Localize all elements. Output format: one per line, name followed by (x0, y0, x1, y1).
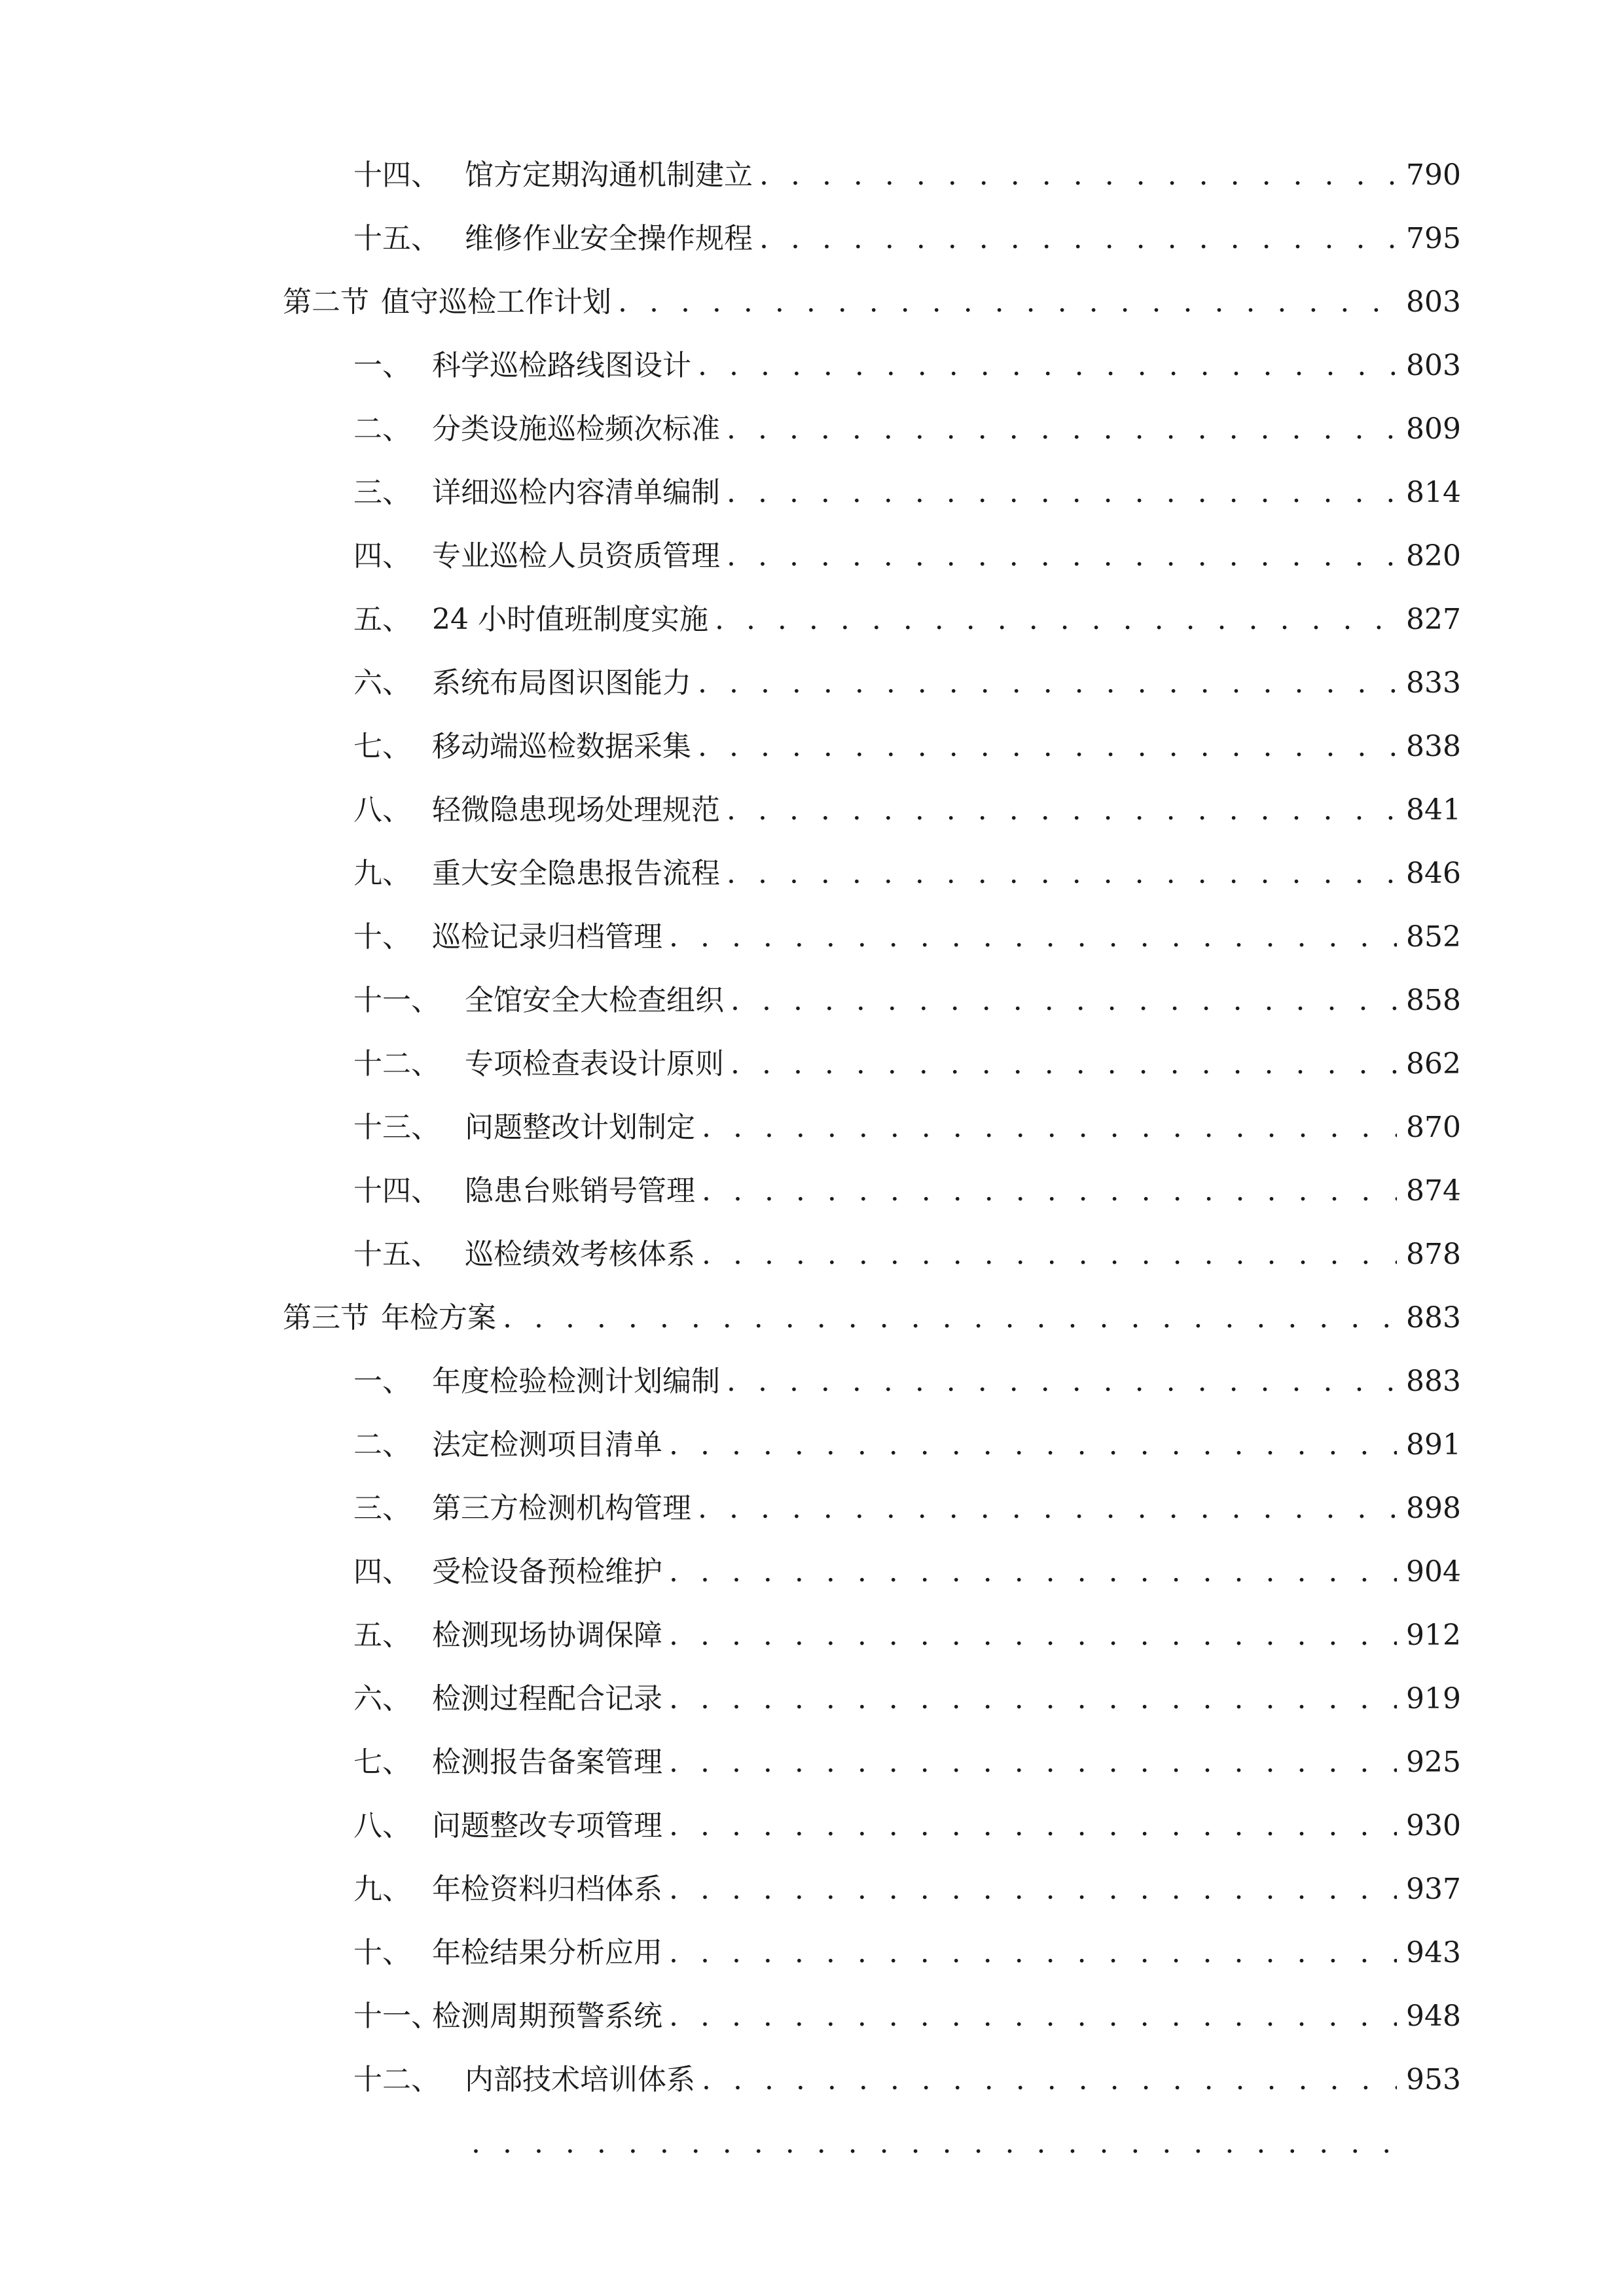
toc-entry-number: 一、 (353, 349, 411, 382)
toc-entry-title: 年检资料归档体系 (432, 1873, 662, 1906)
toc-entry[interactable] (353, 215, 1461, 262)
toc-entry-title: 系统布局图识图能力 (432, 666, 691, 700)
toc-entry[interactable] (353, 1929, 1461, 1977)
dot-leader (698, 723, 1397, 770)
toc-entry-number: 十一、 (353, 2000, 440, 2033)
dot-leader (669, 1612, 1397, 1659)
toc-entry[interactable] (353, 1676, 1461, 1723)
toc-entry[interactable] (353, 1993, 1461, 2040)
dot-leader (727, 787, 1397, 834)
toc-entry-page: 838 (1406, 730, 1461, 763)
dot-leader (759, 152, 1397, 199)
dot-leader (669, 1422, 1397, 1469)
toc-entry-title: 分类设施巡检频次标准 (432, 412, 720, 446)
toc-entry[interactable] (353, 723, 1461, 770)
dot-leader (698, 342, 1397, 389)
toc-entry-page: 803 (1406, 285, 1461, 319)
dot-leader (702, 1231, 1397, 1278)
dot-leader (702, 1104, 1397, 1151)
toc-entry-page: 795 (1406, 222, 1461, 255)
toc-entry-title: 问题整改计划制定 (465, 1111, 695, 1144)
toc-entry-number: 十二、 (353, 1047, 440, 1081)
toc-entry-number: 八、 (353, 793, 411, 827)
toc-entry-title: 24 小时值班制度实施 (432, 603, 708, 636)
toc-entry[interactable] (353, 1104, 1461, 1151)
toc-entry-title: 第三方检测机构管理 (432, 1492, 691, 1525)
toc-entry-title: 详细巡检内容清单编制 (432, 476, 720, 509)
toc-entry-title: 维修作业安全操作规程 (465, 222, 753, 255)
toc-entry-number: 五、 (353, 1619, 411, 1652)
toc-entry-number: 六、 (353, 666, 411, 700)
toc-entry-number: 六、 (353, 1682, 411, 1715)
dot-leader (471, 2120, 1399, 2167)
toc-section-number: 第二节 (283, 285, 369, 319)
toc-entry[interactable] (353, 1231, 1461, 1278)
toc-entry-page: 948 (1406, 2000, 1461, 2033)
toc-entry-title: 内部技术培训体系 (465, 2063, 695, 2096)
toc-entry[interactable] (353, 596, 1461, 643)
toc-entry-page: 930 (1406, 1809, 1461, 1842)
toc-entry[interactable] (353, 914, 1461, 961)
toc-entry-page: 912 (1406, 1619, 1461, 1652)
dot-leader (669, 1676, 1397, 1723)
toc-entry-page: 858 (1406, 984, 1461, 1017)
dot-leader (715, 596, 1397, 643)
dot-leader (618, 279, 1397, 326)
toc-entry-number: 八、 (353, 1809, 411, 1842)
toc-entry[interactable] (353, 1041, 1461, 1088)
dot-leader (669, 1929, 1397, 1977)
toc-entry-number: 十三、 (353, 1111, 440, 1144)
toc-entry-title: 检测现场协调保障 (432, 1619, 662, 1652)
toc-entry-title: 检测过程配合记录 (432, 1682, 662, 1715)
toc-entry[interactable] (353, 533, 1461, 580)
toc-entry-number: 七、 (353, 1746, 411, 1779)
toc-section-entry[interactable] (283, 1295, 1461, 1342)
dot-leader (669, 1803, 1397, 1850)
toc-entry-number: 十五、 (353, 1238, 440, 1271)
dot-leader (698, 660, 1397, 707)
dot-leader (503, 1295, 1397, 1342)
toc-entry-page: 919 (1406, 1682, 1461, 1715)
toc-section-number: 第三节 (283, 1301, 369, 1335)
toc-entry[interactable] (353, 152, 1461, 199)
toc-entry[interactable] (353, 850, 1461, 897)
dot-leader (759, 215, 1397, 262)
toc-entry-number: 十、 (353, 920, 411, 954)
toc-entry[interactable] (353, 1358, 1461, 1405)
toc-entry-title: 受检设备预检维护 (432, 1555, 662, 1588)
toc-entry-title: 法定检测项目清单 (432, 1428, 662, 1462)
toc-entry-number: 十四、 (353, 158, 440, 192)
toc-entry-page: 846 (1406, 857, 1461, 890)
toc-entry-page: 841 (1406, 793, 1461, 827)
toc-entry-number: 十四、 (353, 1174, 440, 1208)
toc-entry-number: 九、 (353, 857, 411, 890)
toc-entry-title: 全馆安全大检查组织 (465, 984, 724, 1017)
toc-section-title: 值守巡检工作计划 (381, 285, 611, 319)
toc-entry-title: 检测周期预警系统 (432, 2000, 662, 2033)
toc-entry-page: 803 (1406, 349, 1461, 382)
toc-entry[interactable] (353, 2056, 1461, 2104)
toc-entry[interactable] (353, 660, 1461, 707)
dot-leader (731, 977, 1397, 1024)
toc-entry-title: 巡检绩效考核体系 (465, 1238, 695, 1271)
toc-entry[interactable] (353, 2120, 1461, 2167)
toc-entry[interactable] (353, 469, 1461, 516)
toc-entry-page: 878 (1406, 1238, 1461, 1271)
toc-entry-page: 953 (1406, 2063, 1461, 2096)
dot-leader (669, 1866, 1397, 1913)
toc-entry[interactable] (353, 342, 1461, 389)
toc-entry-title: 科学巡检路线图设计 (432, 349, 691, 382)
toc-entry-page: 862 (1406, 1047, 1461, 1081)
toc-section-entry[interactable] (283, 279, 1461, 326)
toc-entry-number: 十二、 (353, 2063, 440, 2096)
toc-entry-page: 827 (1406, 603, 1461, 636)
toc-entry-page: 937 (1406, 1873, 1461, 1906)
toc-entry[interactable] (353, 787, 1461, 834)
toc-entry-page: 874 (1406, 1174, 1461, 1208)
toc-entry-page: 820 (1406, 539, 1461, 573)
toc-entry[interactable] (353, 1422, 1461, 1469)
toc-entry[interactable] (353, 1739, 1461, 1786)
toc-entry-title: 移动端巡检数据采集 (432, 730, 691, 763)
toc-entry-page: 891 (1406, 1428, 1461, 1462)
toc-entry[interactable] (353, 1612, 1461, 1659)
toc-entry-number: 十、 (353, 1936, 411, 1969)
toc-entry-number: 四、 (353, 1555, 411, 1588)
toc-entry-number: 四、 (353, 539, 411, 573)
toc-entry-title: 隐患台账销号管理 (465, 1174, 695, 1208)
toc-entry-title: 轻微隐患现场处理规范 (432, 793, 720, 827)
toc-entry[interactable] (353, 1168, 1461, 1215)
toc-entry[interactable] (353, 1549, 1461, 1596)
toc-entry-title: 馆方定期沟通机制建立 (465, 158, 753, 192)
dot-leader (669, 1993, 1397, 2040)
toc-entry-title: 专业巡检人员资质管理 (432, 539, 720, 573)
toc-entry-number: 二、 (353, 1428, 411, 1462)
toc-entry[interactable] (353, 1485, 1461, 1532)
toc-entry-page: 852 (1406, 920, 1461, 954)
toc-entry-page: 790 (1406, 158, 1461, 192)
dot-leader (702, 2056, 1397, 2104)
toc-entry-number: 一、 (353, 1365, 411, 1398)
toc-entry-page: 925 (1406, 1746, 1461, 1779)
toc-entry-page: 943 (1406, 1936, 1461, 1969)
toc-entry-page: 883 (1406, 1365, 1461, 1398)
toc-entry-number: 七、 (353, 730, 411, 763)
dot-leader (727, 406, 1397, 453)
toc-entry-page: 898 (1406, 1492, 1461, 1525)
toc-entry-page: 883 (1406, 1301, 1461, 1335)
dot-leader (669, 1739, 1397, 1786)
toc-entry-title: 专项检查表设计原则 (465, 1047, 724, 1081)
toc-entry-number: 三、 (353, 1492, 411, 1525)
toc-entry-page: 904 (1406, 1555, 1461, 1588)
dot-leader (669, 1549, 1397, 1596)
toc-entry-title: 重大安全隐患报告流程 (432, 857, 720, 890)
toc-entry-number: 九、 (353, 1873, 411, 1906)
toc-entry-title: 年检结果分析应用 (432, 1936, 662, 1969)
toc-entry-number: 五、 (353, 603, 411, 636)
toc-entry-number: 三、 (353, 476, 411, 509)
dot-leader (727, 1358, 1397, 1405)
toc-entry-title: 问题整改专项管理 (432, 1809, 662, 1842)
toc-section-title: 年检方案 (381, 1301, 496, 1335)
toc-entry-page: 814 (1406, 476, 1461, 509)
toc-entry-number: 十一、 (353, 984, 440, 1017)
toc-entry[interactable] (353, 1866, 1461, 1913)
toc-entry-number: 十五、 (353, 222, 440, 255)
toc-entry[interactable] (353, 1803, 1461, 1850)
toc-entry-number: 二、 (353, 412, 411, 446)
dot-leader (702, 1168, 1397, 1215)
toc-entry-page: 833 (1406, 666, 1461, 700)
toc-entry[interactable] (353, 977, 1461, 1024)
dot-leader (727, 533, 1397, 580)
toc-entry[interactable] (353, 406, 1461, 453)
toc-entry-title: 检测报告备案管理 (432, 1746, 662, 1779)
toc-entry-title: 巡检记录归档管理 (432, 920, 662, 954)
toc-entry-title: 年度检验检测计划编制 (432, 1365, 720, 1398)
dot-leader (727, 469, 1397, 516)
dot-leader (731, 1041, 1397, 1088)
dot-leader (669, 914, 1397, 961)
dot-leader (698, 1485, 1397, 1532)
toc-entry-page: 809 (1406, 412, 1461, 446)
toc-entry-page: 870 (1406, 1111, 1461, 1144)
dot-leader (727, 850, 1397, 897)
